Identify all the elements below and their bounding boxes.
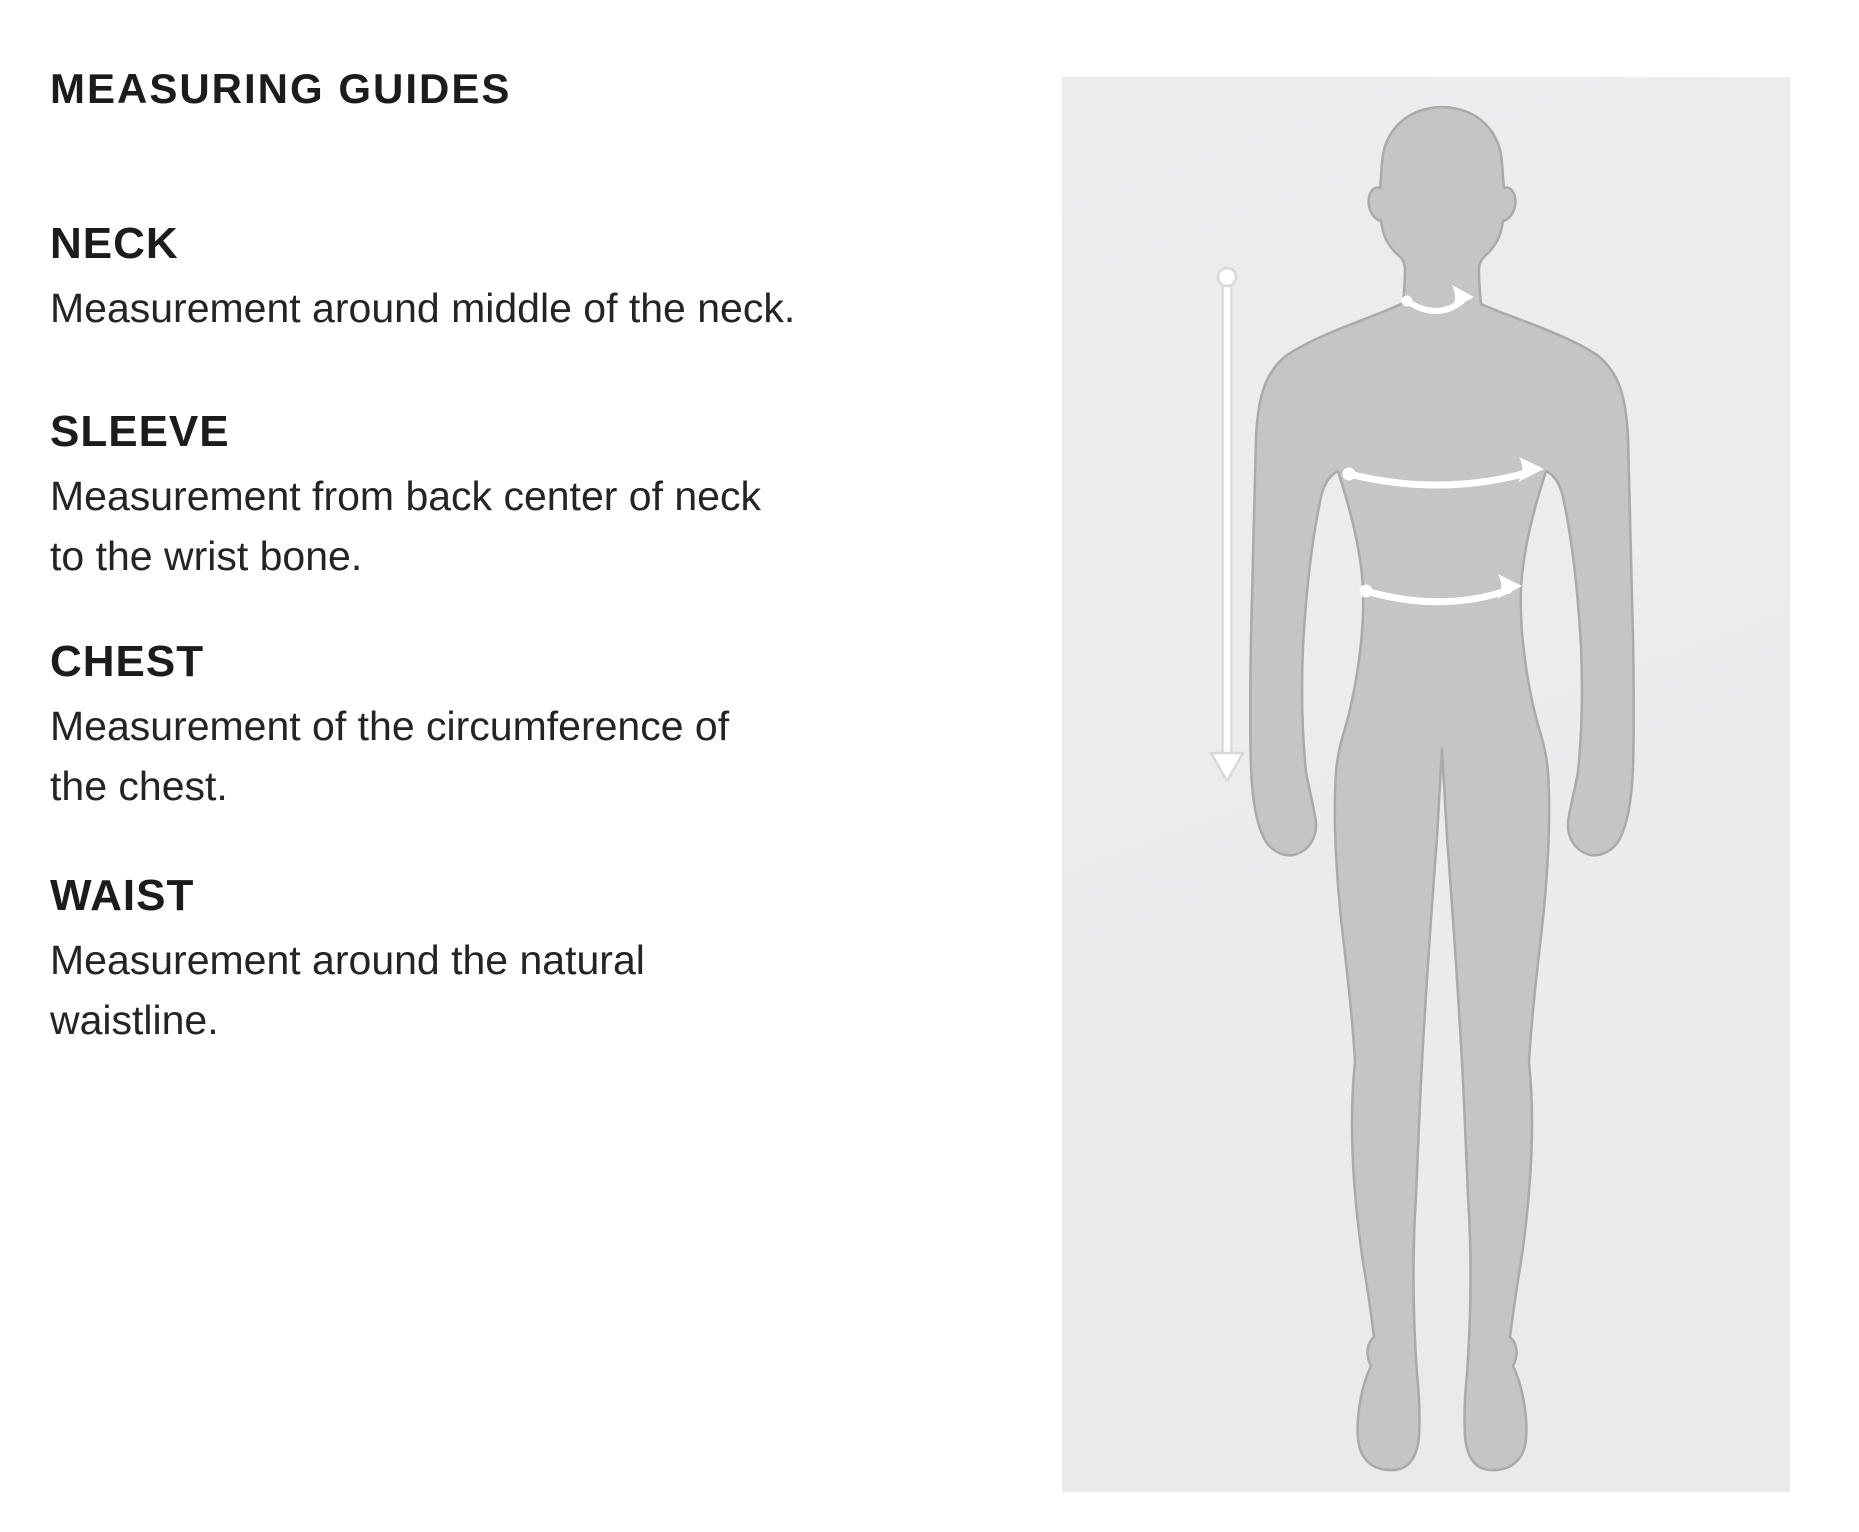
section-sleeve bbox=[50, 404, 761, 586]
neck-arrow-start-dot bbox=[1402, 296, 1413, 307]
sleeve-length-arrow bbox=[1211, 268, 1243, 781]
body-silhouette-figure bbox=[1062, 77, 1790, 1492]
sleeve-arrowhead-icon bbox=[1211, 753, 1243, 781]
section-chest bbox=[50, 634, 729, 816]
desc-line: Measurement from back center of neck bbox=[50, 473, 761, 519]
waist-arrow-start-dot bbox=[1360, 585, 1373, 598]
section-waist bbox=[50, 868, 645, 1050]
body-measurement-figure-panel bbox=[1062, 77, 1790, 1492]
desc-line: waistline. bbox=[50, 997, 219, 1043]
desc-line: the chest. bbox=[50, 763, 228, 809]
section-desc-sleeve bbox=[50, 466, 761, 586]
section-heading-waist: WAIST bbox=[50, 871, 195, 920]
sleeve-arrow-start-dot bbox=[1218, 268, 1236, 286]
section-heading-sleeve: SLEEVE bbox=[50, 407, 230, 456]
desc-line: Measurement of the circumference of bbox=[50, 703, 730, 749]
section-desc-neck bbox=[50, 278, 795, 338]
section-heading-neck: NECK bbox=[50, 219, 179, 268]
section-desc-chest bbox=[50, 696, 729, 816]
desc-line: Measurement around the natural bbox=[50, 937, 645, 983]
desc-line: to the wrist bone. bbox=[50, 533, 363, 579]
section-neck bbox=[50, 216, 795, 338]
section-desc-waist bbox=[50, 930, 645, 1050]
page-title: MEASURING GUIDES bbox=[50, 65, 512, 112]
section-heading-chest: CHEST bbox=[50, 637, 205, 686]
chest-arrow-start-dot bbox=[1343, 468, 1356, 481]
desc-line: Measurement around middle of the neck. bbox=[50, 285, 796, 331]
